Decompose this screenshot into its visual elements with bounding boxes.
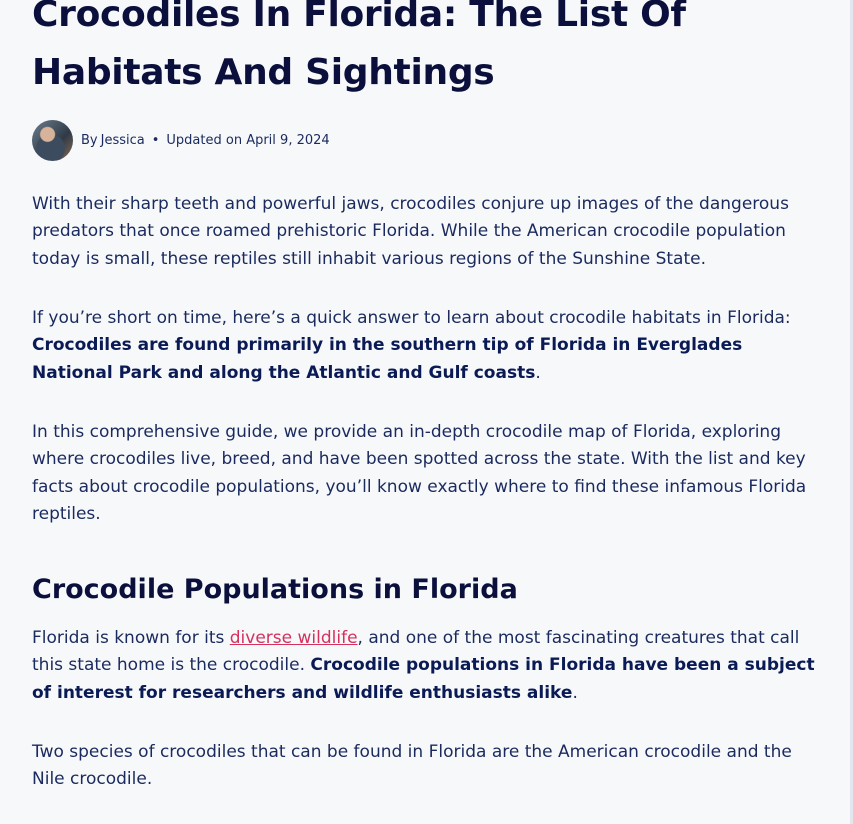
intro-paragraph: With their sharp teeth and powerful jaws, crocodiles conjure up images of the dangerous predators that once roamed prehistoric Florida. While the American crocodile population today is small, these reptiles still inhabit various regions of the Sunshine State. xyxy=(32,194,789,269)
populations-paragraph xyxy=(32,625,822,707)
updated-date: Updated on April 9, 2024 xyxy=(166,132,330,148)
quick-answer-paragraph xyxy=(32,305,822,387)
quick-answer-bold: Crocodiles are found primarily in the southern tip of Florida in Everglades National Park and along the Atlantic and Gulf coasts xyxy=(32,335,743,383)
meta-separator: • xyxy=(151,132,160,148)
populations-bold: Crocodile populations in Florida have been a subject of interest for researchers and wildlife enthusiasts alike xyxy=(32,655,815,703)
avatar[interactable] xyxy=(32,120,73,161)
guide-paragraph: In this comprehensive guide, we provide an in-depth crocodile map of Florida, exploring where crocodiles live, breed, and have been spotted across the state. With the list and key facts about crocodile populations, you’ll know exactly where to find these infamous Florida reptiles. xyxy=(32,422,807,524)
section-heading: Crocodile Populations in Florida xyxy=(32,574,518,605)
diverse-wildlife-link[interactable]: diverse wildlife xyxy=(229,628,358,648)
page-title: Crocodiles In Florida: The List Of Habitats And Sightings xyxy=(32,0,686,93)
populations-mid: , and one of the most fascinating creatures that call this state home is the crocodile. xyxy=(32,628,800,676)
quick-answer-lead: If you’re short on time, here’s a quick answer to learn about crocodile habitats in Florida: xyxy=(32,308,791,328)
populations-end: . xyxy=(572,682,578,703)
species-paragraph: Two species of crocodiles that can be found in Florida are the American crocodile and the Nile crocodile. xyxy=(32,742,792,790)
author-link[interactable]: Jessica xyxy=(100,132,145,148)
article-meta xyxy=(32,119,330,161)
by-label: By xyxy=(81,132,98,148)
populations-lead: Florida is known for its xyxy=(32,628,230,648)
quick-answer-end: . xyxy=(535,362,541,383)
